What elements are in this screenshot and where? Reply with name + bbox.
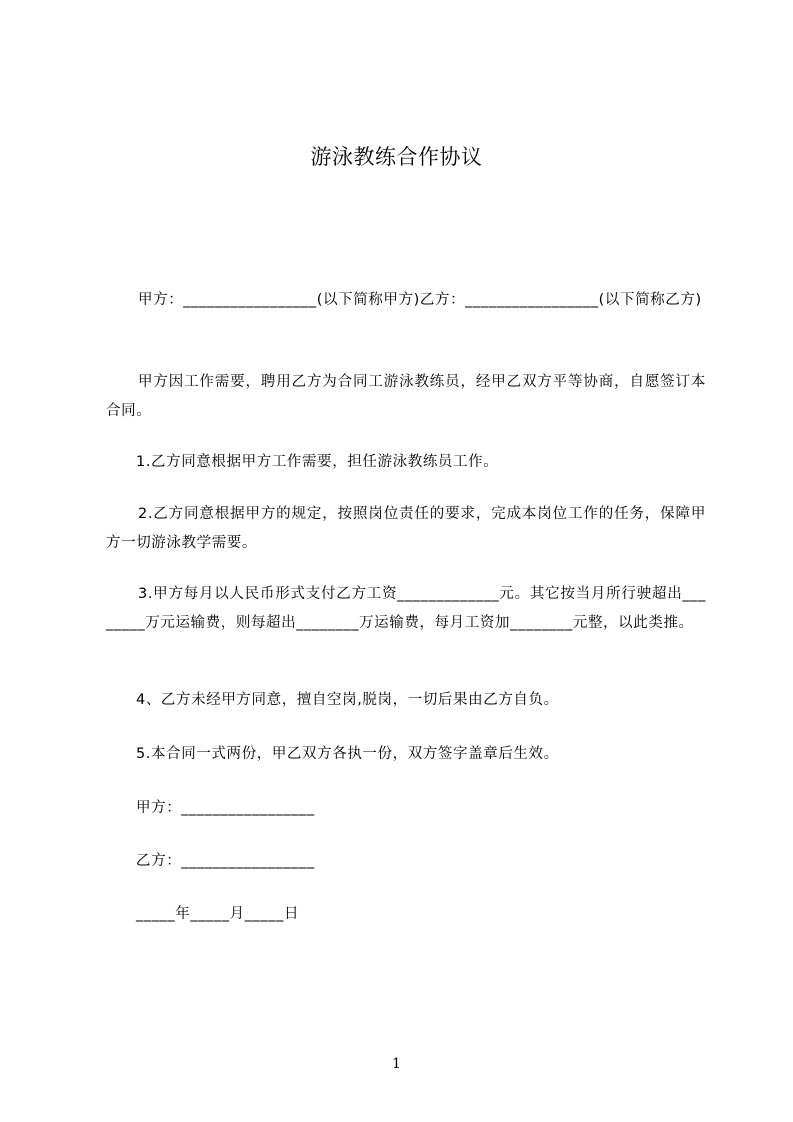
document-title: 游泳教练合作协议 (310, 145, 483, 169)
clause-2: 2.乙方同意根据甲方的规定，按照岗位责任的要求，完成本岗位工作的任务，保障甲方一切游泳教学需要。 (106, 506, 706, 551)
clause-5: 5.本合同一式两份，甲乙双方各执一份，双方签字盖章后生效。 (136, 746, 559, 762)
signature-party-b: 乙方：_________________ (136, 853, 315, 869)
clause-1: 1.乙方同意根据甲方工作需要，担任游泳教练员工作。 (136, 454, 499, 470)
page-number: 1 (392, 1056, 401, 1072)
signature-party-a: 甲方：_________________ (136, 800, 315, 816)
clause-4: 4、乙方未经甲方同意，擅自空岗,脱岗，一切后果由乙方自负。 (136, 692, 559, 708)
intro-paragraph: 甲方因工作需要，聘用乙方为合同工游泳教练员，经甲乙双方平等协商，自愿签订本合同。 (106, 374, 706, 419)
clause-3: 3.甲方每月以人民币形式支付乙方工资_____________元。其它按当月所行驶超出________万元运输费，则每超出________万运输费，每月工资加________元整，以此类推。 (106, 586, 706, 631)
date-line: _____年_____月_____日 (136, 906, 300, 922)
parties-line: 甲方：_________________(以下简称甲方)乙方：_________________(以下简称乙方) (138, 292, 702, 308)
